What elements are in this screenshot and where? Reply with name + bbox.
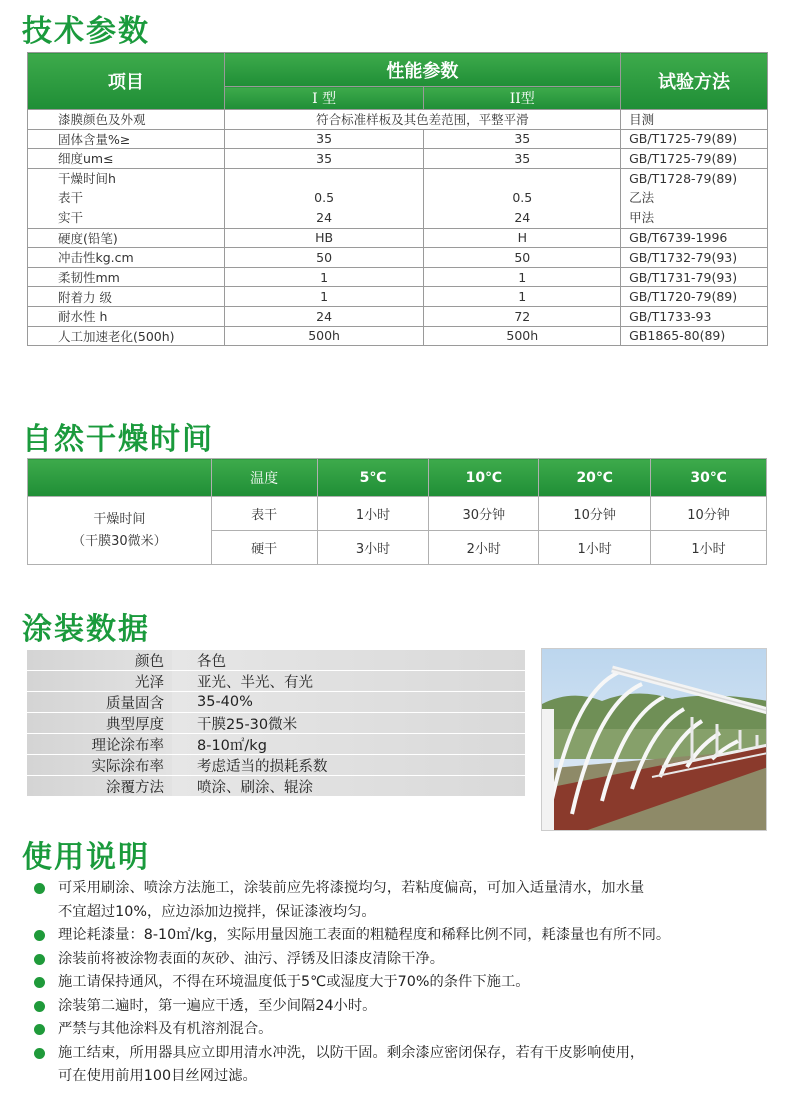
bridge-railing-photo bbox=[541, 648, 767, 831]
rowhead-line: （干膜30微米） bbox=[72, 533, 167, 549]
list-item bbox=[27, 692, 525, 713]
cell-item: 固体含量%≥ bbox=[28, 129, 225, 149]
drying-item-line: 实干 bbox=[58, 209, 84, 225]
th-20c: 20℃ bbox=[539, 459, 651, 497]
list-item bbox=[34, 948, 794, 972]
cell-t2: 35 bbox=[424, 149, 621, 169]
usage-line: 可在使用前用100目丝网过滤。 bbox=[58, 1068, 257, 1084]
section-title-coat: 涂装数据 bbox=[22, 612, 150, 647]
coat-key: 实际涂布率 bbox=[27, 755, 172, 775]
drying-t1-line: 0.5 bbox=[314, 190, 335, 206]
cell-10c: 30分钟 bbox=[429, 497, 539, 531]
cell-method: GB/T1720-79(89) bbox=[621, 287, 768, 307]
cell-item: 附着力 级 bbox=[28, 287, 225, 307]
cell-method: GB/T6739-1996 bbox=[621, 228, 768, 248]
cell-t1: 35 bbox=[224, 129, 424, 149]
coat-value: 35-40% bbox=[172, 692, 525, 712]
cell-item: 冲击性kg.cm bbox=[28, 248, 225, 268]
cell-item: 硬度(铅笔) bbox=[28, 228, 225, 248]
cell-t2: 1 bbox=[424, 267, 621, 287]
cell-5c: 1小时 bbox=[317, 497, 429, 531]
cell-t2 bbox=[424, 168, 621, 228]
cell-method: GB/T1731-79(93) bbox=[621, 267, 768, 287]
table-row bbox=[28, 287, 768, 307]
th-type2: II型 bbox=[424, 87, 621, 110]
bullet-dot-icon bbox=[34, 1024, 45, 1035]
cell-t2: 50 bbox=[424, 248, 621, 268]
cell-item: 漆膜颜色及外观 bbox=[28, 110, 225, 130]
list-item bbox=[34, 971, 794, 995]
cell-item: 细度um≤ bbox=[28, 149, 225, 169]
coat-key: 涂覆方法 bbox=[27, 776, 172, 796]
cell-t2: 1 bbox=[424, 287, 621, 307]
cell-20c: 10分钟 bbox=[539, 497, 651, 531]
usage-line: 施工请保持通风，不得在环境温度低于5℃或湿度大于70%的条件下施工。 bbox=[58, 974, 530, 990]
drying-t2-line bbox=[428, 169, 616, 189]
table-row bbox=[28, 306, 768, 326]
drying-t2-line: 0.5 bbox=[512, 190, 533, 206]
section-title-usage: 使用说明 bbox=[22, 840, 150, 875]
drying-method-line: 乙法 bbox=[629, 190, 655, 206]
cell-label: 硬干 bbox=[211, 531, 317, 565]
coat-key: 理论涂布率 bbox=[27, 734, 172, 754]
list-item bbox=[34, 924, 794, 948]
coat-key: 光泽 bbox=[27, 671, 172, 691]
rowhead-line: 干燥时间 bbox=[93, 511, 146, 527]
list-item bbox=[34, 1042, 794, 1089]
cell-30c: 10分钟 bbox=[651, 497, 767, 531]
drying-time-table bbox=[27, 458, 767, 565]
table-row-drying bbox=[28, 168, 768, 228]
th-type1: I 型 bbox=[224, 87, 424, 110]
th-temp: 温度 bbox=[211, 459, 317, 497]
drying-item-line: 干燥时间h bbox=[58, 170, 116, 186]
coat-value: 喷涂、刷涂、辊涂 bbox=[172, 776, 525, 796]
usage-line: 涂装第二遍时，第一遍应干透，至少间隔24小时。 bbox=[58, 997, 377, 1014]
list-item bbox=[27, 776, 525, 797]
cell-method: 目测 bbox=[621, 110, 768, 130]
th-30c: 30℃ bbox=[651, 459, 767, 497]
cell-method: GB/T1732-79(93) bbox=[621, 248, 768, 268]
cell-t2: 35 bbox=[424, 129, 621, 149]
cell-item: 柔韧性mm bbox=[28, 267, 225, 287]
cell-item: 耐水性 h bbox=[28, 306, 225, 326]
cell-rowhead bbox=[28, 497, 212, 565]
th-method: 试验方法 bbox=[621, 53, 768, 110]
drying-item-line: 表干 bbox=[58, 190, 84, 206]
cell-method: GB1865-80(89) bbox=[621, 326, 768, 346]
bullet-dot-icon bbox=[34, 1048, 45, 1059]
list-item bbox=[27, 755, 525, 776]
table-row bbox=[28, 267, 768, 287]
cell-t2: 72 bbox=[424, 306, 621, 326]
coat-value: 考虑适当的损耗系数 bbox=[172, 755, 525, 775]
cell-t1: 50 bbox=[224, 248, 424, 268]
th-empty bbox=[28, 459, 212, 497]
cell-item bbox=[28, 168, 225, 228]
cell-method: GB/T1725-79(89) bbox=[621, 129, 768, 149]
cell-method: GB/T1725-79(89) bbox=[621, 149, 768, 169]
coat-value: 各色 bbox=[172, 650, 525, 670]
cell-t1 bbox=[224, 168, 424, 228]
drying-t1-line: 24 bbox=[316, 209, 333, 225]
drying-t1-line bbox=[229, 169, 420, 189]
list-item bbox=[27, 650, 525, 671]
cell-t2: H bbox=[424, 228, 621, 248]
list-item bbox=[34, 995, 794, 1019]
drying-method-line: 甲法 bbox=[629, 209, 655, 225]
bullet-dot-icon bbox=[34, 930, 45, 941]
cell-merged: 符合标准样板及其色差范围，平整平滑 bbox=[224, 110, 620, 130]
coat-value: 干膜25-30微米 bbox=[172, 713, 525, 733]
coat-value: 亚光、半光、有光 bbox=[172, 671, 525, 691]
coat-key: 质量固含 bbox=[27, 692, 172, 712]
cell-t1: 1 bbox=[224, 267, 424, 287]
th-performance: 性能参数 bbox=[224, 53, 620, 87]
cell-t2: 500h bbox=[424, 326, 621, 346]
usage-line: 严禁与其他涂料及有机溶剂混合。 bbox=[58, 1021, 273, 1037]
cell-20c: 1小时 bbox=[539, 531, 651, 565]
th-5c: 5℃ bbox=[317, 459, 429, 497]
cell-t1: 35 bbox=[224, 149, 424, 169]
th-item: 项目 bbox=[28, 53, 225, 110]
th-10c: 10℃ bbox=[429, 459, 539, 497]
cell-10c: 2小时 bbox=[429, 531, 539, 565]
coat-value: 8-10㎡/kg bbox=[172, 734, 525, 754]
coating-data-list bbox=[27, 650, 525, 797]
bullet-dot-icon bbox=[34, 977, 45, 988]
usage-line: 不宜超过10%，应边添加边搅拌，保证漆液均匀。 bbox=[58, 903, 376, 920]
table-row bbox=[28, 497, 767, 531]
coat-key: 颜色 bbox=[27, 650, 172, 670]
list-item bbox=[34, 877, 794, 924]
list-item bbox=[27, 671, 525, 692]
usage-notes-list bbox=[34, 877, 794, 1089]
table-row bbox=[28, 110, 768, 130]
list-item bbox=[27, 713, 525, 734]
list-item bbox=[34, 1018, 794, 1042]
cell-t1: 500h bbox=[224, 326, 424, 346]
section-title-tech: 技术参数 bbox=[22, 14, 150, 49]
cell-method bbox=[621, 168, 768, 228]
cell-5c: 3小时 bbox=[317, 531, 429, 565]
usage-line: 涂装前将被涂物表面的灰砂、油污、浮锈及旧漆皮清除干净。 bbox=[58, 950, 445, 967]
section-title-dry: 自然干燥时间 bbox=[22, 422, 214, 457]
cell-30c: 1小时 bbox=[651, 531, 767, 565]
cell-method: GB/T1733-93 bbox=[621, 306, 768, 326]
drying-method-line: GB/T1728-79(89) bbox=[629, 170, 738, 186]
table-row bbox=[28, 326, 768, 346]
list-item bbox=[27, 734, 525, 755]
table-row bbox=[28, 129, 768, 149]
cell-t1: 24 bbox=[224, 306, 424, 326]
bullet-dot-icon bbox=[34, 954, 45, 965]
coat-key: 典型厚度 bbox=[27, 713, 172, 733]
table-row bbox=[28, 248, 768, 268]
cell-item: 人工加速老化(500h) bbox=[28, 326, 225, 346]
usage-line: 施工结束，所用器具应立即用清水冲洗，以防干固。剩余漆应密闭保存，若有干皮影响使用， bbox=[58, 1044, 645, 1061]
cell-label: 表干 bbox=[211, 497, 317, 531]
tech-params-table bbox=[27, 52, 768, 346]
table-row bbox=[28, 149, 768, 169]
bullet-dot-icon bbox=[34, 1001, 45, 1012]
cell-t1: 1 bbox=[224, 287, 424, 307]
table-row bbox=[28, 228, 768, 248]
cell-t1: HB bbox=[224, 228, 424, 248]
usage-line: 理论耗漆量：8-10㎡/kg，实际用量因施工表面的粗糙程度和稀释比例不同，耗漆量也有所不同。 bbox=[58, 927, 671, 943]
usage-line: 可采用刷涂、喷涂方法施工，涂装前应先将漆搅均匀，若粘度偏高，可加入适量清水，加水量 bbox=[58, 880, 645, 896]
drying-t2-line: 24 bbox=[514, 209, 531, 225]
bullet-dot-icon bbox=[34, 883, 45, 894]
